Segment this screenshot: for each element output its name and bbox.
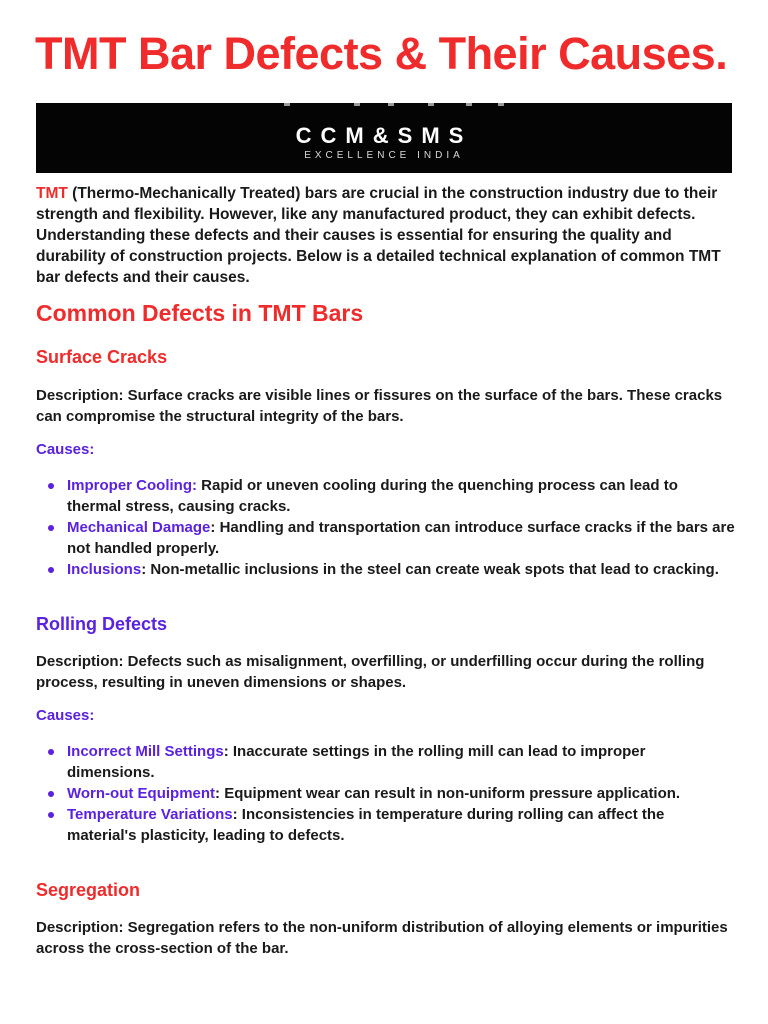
brand-tagline: EXCELLENCE INDIA bbox=[304, 150, 464, 161]
defect-description: Description: Defects such as misalignment, overfilling, or underfilling occur during the rolling process, resulting in uneven dimensions or shapes. bbox=[36, 653, 705, 691]
bullet-icon bbox=[48, 525, 54, 531]
cause-term: Mechanical Damage bbox=[67, 519, 211, 536]
defect-description: Description: Surface cracks are visible lines or fissures on the surface of the bars. These cracks can compromise the structural integrity of the bars. bbox=[36, 387, 723, 425]
brand-logo-text: CCM&SMS bbox=[295, 123, 473, 148]
intro-paragraph bbox=[36, 183, 736, 288]
bullet-icon bbox=[48, 749, 54, 755]
cause-text: : Equipment wear can result in non-uniform pressure application. bbox=[215, 785, 681, 802]
list-item bbox=[36, 517, 736, 559]
causes-label: Causes: bbox=[36, 441, 95, 458]
cause-text: Rapid or uneven cooling during the quenching process can lead to thermal stress, causing cracks. bbox=[67, 477, 678, 515]
defect-heading-rolling-defects: Rolling Defects bbox=[36, 614, 168, 634]
page-title: TMT Bar Defects & Their Causes. bbox=[35, 28, 728, 79]
intro-highlight: TMT bbox=[36, 185, 68, 202]
list-item bbox=[36, 783, 736, 804]
section-heading: Common Defects in TMT Bars bbox=[36, 300, 364, 326]
cause-text: : Inconsistencies in temperature during rolling can affect the material's plasticity, leading to defects. bbox=[67, 806, 665, 844]
bullet-icon bbox=[48, 567, 54, 573]
cause-term: Temperature Variations bbox=[67, 806, 233, 823]
defect-description: Description: Segregation refers to the non-uniform distribution of alloying elements or impurities across the cross-section of the bar. bbox=[36, 919, 728, 957]
brand-banner bbox=[36, 103, 732, 173]
list-item bbox=[36, 559, 736, 580]
defect-heading-surface-cracks: Surface Cracks bbox=[36, 347, 168, 367]
bullet-icon bbox=[48, 812, 54, 818]
bullet-icon bbox=[48, 483, 54, 489]
cause-text: : Non-metallic inclusions in the steel can create weak spots that lead to cracking. bbox=[141, 561, 719, 578]
cause-term: Worn-out Equipment bbox=[67, 785, 216, 802]
causes-list bbox=[36, 741, 736, 846]
list-item bbox=[36, 741, 736, 783]
list-item bbox=[36, 804, 736, 846]
cause-term: Improper Cooling: bbox=[67, 477, 197, 494]
cause-term: Incorrect Mill Settings bbox=[67, 743, 224, 760]
cause-text: : Handling and transportation can introduce surface cracks if the bars are not handled properly. bbox=[67, 519, 735, 557]
bullet-icon bbox=[48, 791, 54, 797]
causes-list bbox=[36, 475, 736, 580]
cause-text: : Inaccurate settings in the rolling mill can lead to improper dimensions. bbox=[67, 743, 646, 781]
cause-term: Inclusions bbox=[67, 561, 142, 578]
intro-text: (Thermo-Mechanically Treated) bars are crucial in the construction industry due to their strength and flexibility. However, like any manufactured product, they can exhibit defects. Understanding these defects and their causes is essential for ensuring the quality and durability of construction projects. Below is a detailed technical explanation of common TMT bar defects and their causes. bbox=[36, 185, 721, 286]
list-item bbox=[36, 475, 736, 517]
causes-label: Causes: bbox=[36, 707, 95, 724]
banner-dots-decoration bbox=[36, 103, 732, 107]
defect-heading-segregation: Segregation bbox=[36, 880, 141, 900]
